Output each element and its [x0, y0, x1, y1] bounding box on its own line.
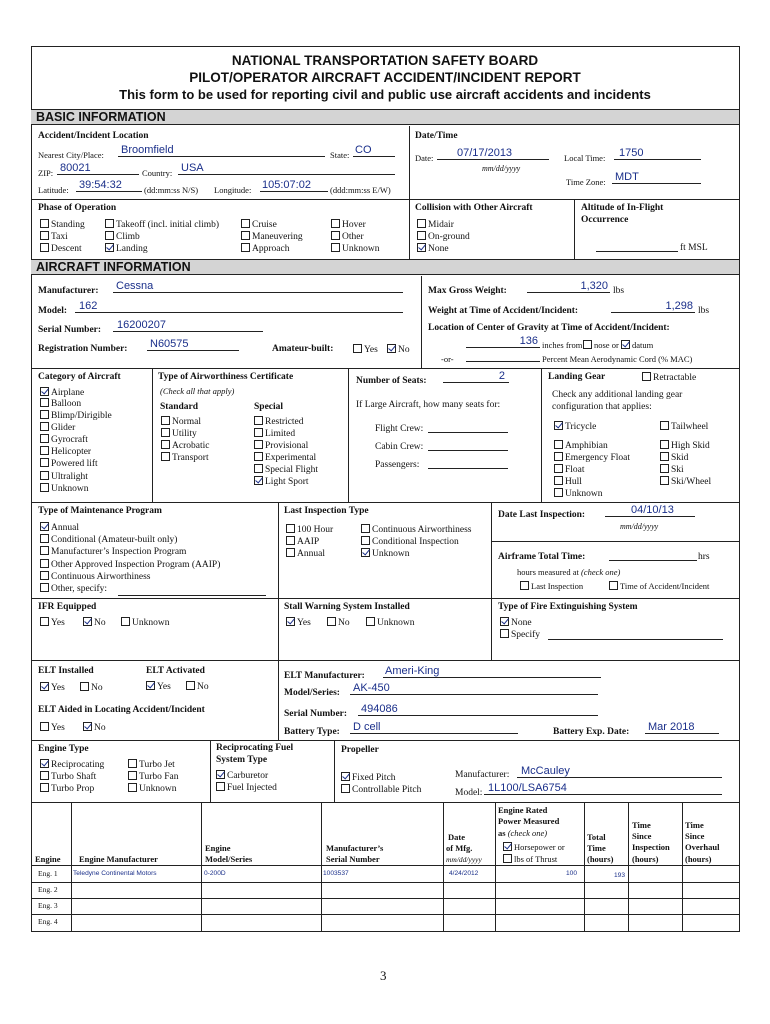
latitude-label: Latitude:	[38, 185, 69, 195]
phase-descent[interactable]: Descent	[40, 243, 82, 254]
maint-aaip[interactable]: Other Approved Inspection Program (AAIP)	[40, 559, 220, 570]
maint-other-field[interactable]	[118, 584, 266, 596]
accident-weight-label: Weight at Time of Accident/Incident:	[428, 306, 579, 316]
col-overhaul-2: Since	[685, 831, 705, 841]
form-title-report: PILOT/OPERATOR AIRCRAFT ACCIDENT/INCIDENT REPORT	[189, 70, 581, 85]
ifr-no[interactable]: No	[83, 617, 106, 628]
gear-ski[interactable]: Ski	[660, 464, 684, 475]
category-ultralight[interactable]: Ultralight	[40, 471, 88, 482]
cg-inches-text: inches from	[542, 340, 583, 350]
col-since-insp-2: Since	[632, 831, 652, 841]
std-acrobatic[interactable]: Acrobatic	[161, 440, 209, 451]
insp-100-hour[interactable]: 100 Hour	[286, 524, 333, 535]
zip-value: 80021	[60, 162, 91, 174]
cg-mac-text: Percent Mean Aerodynamic Cord (% MAC)	[542, 354, 693, 364]
form-subtitle: This form to be used for reporting civil and public use aircraft accidents and incidents	[119, 87, 651, 102]
engine-turbo-fan[interactable]: Turbo Fan	[128, 771, 179, 782]
city-field[interactable]	[118, 145, 325, 157]
fuel-title-2: System Type	[216, 755, 268, 765]
flight-crew-label: Flight Crew:	[375, 424, 424, 434]
passengers-field[interactable]	[428, 457, 508, 469]
elt-aided-yes[interactable]: Yes	[40, 722, 65, 733]
col-date: Date	[448, 832, 465, 842]
local-time-field[interactable]	[614, 148, 701, 160]
cg-datum[interactable]: datum	[621, 340, 653, 350]
fuel-carburetor[interactable]: Carburetor	[216, 770, 268, 781]
col-since-insp: Time	[632, 820, 651, 830]
max-gross-label: Max Gross Weight:	[428, 286, 507, 296]
col-model: Engine	[205, 843, 231, 853]
section-aircraft-information: AIRCRAFT INFORMATION	[31, 259, 739, 275]
manufacturer-field[interactable]	[113, 281, 403, 293]
row-eng-1: Eng. 1	[38, 869, 58, 878]
row-eng-2: Eng. 2	[38, 885, 58, 894]
col-model-2: Model/Series	[205, 854, 253, 864]
maint-other[interactable]: Other, specify:	[40, 583, 107, 594]
phase-maneuvering[interactable]: Maneuvering	[241, 231, 303, 242]
cg-label: Location of Center of Gravity at Time of Accident/Incident:	[428, 323, 670, 333]
date-value: 07/17/2013	[457, 147, 513, 159]
gear-unknown[interactable]: Unknown	[554, 488, 602, 499]
engine-type-title: Engine Type	[38, 744, 89, 754]
col-power: Engine Rated	[498, 805, 548, 815]
longitude-label: Longitude:	[214, 185, 252, 195]
row-1-model[interactable]: 0-200D	[204, 870, 226, 877]
category-helicopter[interactable]: Helicopter	[40, 446, 91, 457]
elt-aided-no[interactable]: No	[83, 722, 106, 733]
insp-unknown[interactable]: Unknown	[361, 548, 409, 559]
elt-installed-no[interactable]: No	[80, 682, 103, 693]
date-last-inspection-value: 04/10/13	[631, 504, 674, 516]
max-gross-value: 1,320	[580, 280, 608, 292]
standard-title: Standard	[160, 402, 199, 412]
altitude-unit: ft MSL	[680, 243, 708, 253]
elt-manufacturer-value: Ameri-King	[385, 665, 440, 677]
date-last-inspection-field[interactable]	[605, 505, 695, 517]
col-total-3: (hours)	[587, 854, 614, 864]
category-airplane[interactable]: Airplane	[40, 387, 84, 398]
cabin-crew-label: Cabin Crew:	[375, 442, 424, 452]
elt-manufacturer-field[interactable]	[383, 666, 601, 678]
engine-unknown[interactable]: Unknown	[128, 783, 176, 794]
fire-specify[interactable]: Specify	[500, 629, 540, 640]
seats-field[interactable]	[443, 371, 509, 383]
battery-type-field[interactable]	[350, 722, 518, 734]
col-serial: Manufacturer’s	[326, 843, 384, 853]
section-basic-information: BASIC INFORMATION	[31, 109, 739, 125]
phase-cruise[interactable]: Cruise	[241, 219, 277, 230]
location-title: Accident/Incident Location	[38, 131, 149, 141]
elt-model-field[interactable]	[350, 683, 598, 695]
ifr-title: IFR Equipped	[38, 602, 97, 612]
category-glider[interactable]: Glider	[40, 422, 75, 433]
spc-light-sport[interactable]: Light Sport	[254, 476, 309, 487]
gear-emergency-float[interactable]: Emergency Float	[554, 452, 630, 463]
category-blimp[interactable]: Blimp/Dirigible	[40, 410, 112, 421]
col-serial-2: Serial Number	[326, 854, 380, 864]
category-powered-lift[interactable]: Powered lift	[40, 458, 98, 469]
cg-nose[interactable]: nose or	[583, 340, 619, 350]
maint-continuous[interactable]: Continuous Airworthiness	[40, 571, 151, 582]
gear-hull[interactable]: Hull	[554, 476, 582, 487]
date-field[interactable]	[437, 148, 549, 160]
ifr-unknown[interactable]: Unknown	[121, 617, 169, 628]
flight-crew-field[interactable]	[428, 421, 508, 433]
maint-annual[interactable]: Annual	[40, 522, 79, 533]
category-balloon[interactable]: Balloon	[40, 398, 81, 409]
col-date-2: of Mfg.	[446, 843, 473, 853]
cabin-crew-field[interactable]	[428, 439, 508, 451]
col-overhaul: Time	[685, 820, 704, 830]
airframe-time-of-accident[interactable]: Time of Accident/Incident	[609, 581, 709, 591]
gear-note: Check any additional landing gear	[552, 390, 683, 400]
phase-title: Phase of Operation	[38, 203, 117, 213]
time-zone-field[interactable]	[612, 172, 701, 184]
col-total: Total	[587, 832, 606, 842]
state-field[interactable]	[353, 145, 395, 157]
elt-activated-no[interactable]: No	[186, 681, 209, 692]
category-gyrocraft[interactable]: Gyrocraft	[40, 434, 88, 445]
altitude-title-2: Occurrence	[581, 215, 629, 225]
amateur-label: Amateur-built:	[272, 344, 334, 354]
insp-conditional[interactable]: Conditional Inspection	[361, 536, 459, 547]
elt-activated-title: ELT Activated	[146, 666, 205, 676]
collision-midair[interactable]: Midair	[417, 219, 454, 230]
cg-mac-field[interactable]	[466, 350, 540, 362]
time-zone-label: Time Zone:	[566, 177, 606, 187]
gear-float[interactable]: Float	[554, 464, 585, 475]
date-last-inspection-format: mm/dd/yyyy	[620, 522, 659, 531]
fire-title: Type of Fire Extinguishing System	[498, 602, 638, 612]
airworthiness-sub: (Check all that apply)	[160, 386, 235, 396]
spc-restricted[interactable]: Restricted	[254, 416, 304, 427]
prop-model-value: 1L100/LSA6754	[488, 782, 567, 794]
col-total-2: Time	[587, 843, 606, 853]
max-gross-field[interactable]	[527, 281, 610, 293]
row-1-manufacturer[interactable]: Teledyne Continental Motors	[73, 870, 157, 877]
col-overhaul-3: Overhaul	[685, 842, 720, 852]
row-1-power[interactable]: 100	[566, 870, 578, 877]
spc-special-flight[interactable]: Special Flight	[254, 464, 318, 475]
gear-ski-wheel[interactable]: Ski/Wheel	[660, 476, 711, 487]
max-gross-unit: lbs	[613, 286, 625, 296]
date-last-inspection-label: Date Last Inspection:	[498, 510, 586, 520]
col-engine: Engine	[35, 854, 61, 864]
special-title: Special	[254, 402, 284, 412]
airframe-total-label: Airframe Total Time:	[498, 552, 586, 562]
phase-landing[interactable]: Landing	[105, 243, 148, 254]
time-zone-value: MDT	[615, 171, 639, 183]
power-thrust[interactable]: lbs of Thrust	[503, 854, 557, 864]
maintenance-title: Type of Maintenance Program	[38, 506, 162, 516]
engine-turbo-jet[interactable]: Turbo Jet	[128, 759, 175, 770]
serial-label: Serial Number:	[38, 325, 102, 335]
longitude-field[interactable]	[260, 180, 328, 192]
prop-controllable[interactable]: Controllable Pitch	[341, 784, 421, 795]
state-label: State:	[330, 150, 350, 160]
gear-amphibian[interactable]: Amphibian	[554, 440, 608, 451]
insp-continuous[interactable]: Continuous Airworthiness	[361, 524, 472, 535]
country-field[interactable]	[178, 163, 395, 175]
col-overhaul-4: (hours)	[685, 854, 712, 864]
manufacturer-value: Cessna	[116, 280, 154, 292]
seats-label: Number of Seats:	[356, 376, 427, 386]
elt-installed-yes[interactable]: Yes	[40, 682, 65, 693]
collision-none[interactable]: None	[417, 243, 449, 254]
fire-none[interactable]: None	[500, 617, 532, 628]
row-1-date[interactable]: 4/24/2012	[449, 870, 479, 877]
elt-model-value: AK-450	[353, 682, 390, 694]
std-normal[interactable]: Normal	[161, 416, 201, 427]
phase-other[interactable]: Other	[331, 231, 364, 242]
stall-no[interactable]: No	[327, 617, 350, 628]
datetime-title: Date/Time	[415, 131, 458, 141]
cg-inches-field[interactable]	[466, 336, 540, 348]
accident-weight-value: 1,298	[665, 300, 693, 312]
accident-weight-unit: lbs	[698, 306, 710, 316]
collision-title: Collision with Other Aircraft	[415, 203, 533, 213]
insp-annual[interactable]: Annual	[286, 548, 325, 559]
latitude-value: 39:54:32	[79, 179, 122, 191]
fire-specify-field[interactable]	[548, 628, 723, 640]
engine-turbo-prop[interactable]: Turbo Prop	[40, 783, 94, 794]
longitude-value: 105:07:02	[262, 179, 311, 191]
phase-unknown[interactable]: Unknown	[331, 243, 379, 254]
category-unknown[interactable]: Unknown	[40, 483, 88, 494]
category-title: Category of Aircraft	[38, 372, 121, 382]
last-inspection-title: Last Inspection Type	[284, 506, 369, 516]
form-title-agency: NATIONAL TRANSPORTATION SAFETY BOARD	[231, 53, 539, 68]
phase-climb[interactable]: Climb	[105, 231, 140, 242]
maint-conditional[interactable]: Conditional (Amateur-built only)	[40, 534, 177, 545]
seats-value: 2	[498, 370, 505, 382]
prop-fixed[interactable]: Fixed Pitch	[341, 772, 396, 783]
elt-serial-label: Serial Number:	[284, 709, 348, 719]
spc-provisional[interactable]: Provisional	[254, 440, 308, 451]
battery-type-value: D cell	[353, 721, 381, 733]
prop-model-label: Model:	[455, 788, 483, 798]
elt-activated-yes[interactable]: Yes	[146, 681, 171, 692]
engine-reciprocating[interactable]: Reciprocating	[40, 759, 104, 770]
elt-serial-field[interactable]	[358, 704, 598, 716]
altitude-field[interactable]	[596, 240, 678, 252]
latitude-format: (dd:mm:ss N/S)	[144, 185, 199, 195]
col-engine-manufacturer: Engine Manufacturer	[79, 854, 158, 864]
row-1-total[interactable]: 193	[614, 872, 626, 879]
page-number: 3	[380, 968, 387, 983]
phase-takeoff[interactable]: Takeoff (incl. initial climb)	[105, 219, 219, 230]
col-power-2: Power Measured	[498, 816, 560, 826]
manufacturer-label: Manufacturer:	[38, 286, 99, 296]
gear-tricycle[interactable]: Tricycle	[554, 421, 596, 432]
latitude-field[interactable]	[76, 180, 142, 192]
gear-note-2: configuration that applies:	[552, 402, 652, 412]
airworthiness-title: Type of Airworthiness Certificate	[158, 372, 294, 382]
zip-label: ZIP:	[38, 168, 54, 178]
longitude-format: (ddd:mm:ss E/W)	[330, 185, 391, 195]
zip-field[interactable]	[57, 163, 139, 175]
spc-limited[interactable]: Limited	[254, 428, 295, 439]
col-date-3: mm/dd/yyyy	[446, 855, 482, 864]
fuel-injected[interactable]: Fuel Injected	[216, 782, 277, 793]
phase-approach[interactable]: Approach	[241, 243, 289, 254]
large-aircraft-text: If Large Aircraft, how many seats for:	[356, 400, 501, 410]
airframe-hrs: hrs	[698, 552, 710, 562]
serial-value: 16200207	[117, 319, 166, 331]
model-value: 162	[79, 300, 98, 312]
phase-taxi[interactable]: Taxi	[40, 231, 68, 242]
row-eng-3: Eng. 3	[38, 901, 58, 910]
local-time-label: Local Time:	[564, 153, 606, 163]
cg-or: -or-	[441, 354, 454, 364]
country-value: USA	[181, 162, 204, 174]
date-format: mm/dd/yyyy	[482, 164, 521, 173]
model-field[interactable]	[75, 301, 403, 313]
col-power-3: as (check one)	[498, 828, 548, 838]
altitude-title: Altitude of In-Flight	[581, 203, 664, 213]
battery-exp-label: Battery Exp. Date:	[553, 727, 630, 737]
cg-inches-value: 136	[519, 335, 538, 347]
phase-standing[interactable]: Standing	[40, 219, 85, 230]
state-value: CO	[355, 144, 372, 156]
row-eng-4: Eng. 4	[38, 917, 58, 926]
city-label: Nearest City/Place:	[38, 150, 104, 160]
battery-type-label: Battery Type:	[284, 727, 340, 737]
amateur-no[interactable]: No	[387, 344, 410, 355]
row-1-serial[interactable]: 1003537	[323, 870, 349, 877]
gear-tailwheel[interactable]: Tailwheel	[660, 421, 708, 432]
engine-turbo-shaft[interactable]: Turbo Shaft	[40, 771, 96, 782]
accident-weight-field[interactable]	[611, 301, 695, 313]
power-horsepower[interactable]: Horsepower or	[503, 842, 565, 852]
country-label: Country:	[142, 168, 173, 178]
prop-model-field[interactable]	[484, 783, 722, 795]
std-transport[interactable]: Transport	[161, 452, 209, 463]
gear-high-skid[interactable]: High Skid	[660, 440, 710, 451]
date-label: Date:	[415, 153, 434, 163]
ifr-yes[interactable]: Yes	[40, 617, 65, 628]
local-time-value: 1750	[619, 147, 644, 159]
amateur-yes[interactable]: Yes	[353, 344, 378, 355]
stall-title: Stall Warning System Installed	[284, 602, 410, 612]
col-since-insp-4: (hours)	[632, 854, 659, 864]
stall-yes[interactable]: Yes	[286, 617, 311, 628]
registration-label: Registration Number:	[38, 344, 128, 354]
elt-model-label: Model/Series:	[284, 688, 340, 698]
battery-exp-value: Mar 2018	[648, 721, 695, 733]
prop-manufacturer-value: McCauley	[521, 765, 570, 777]
city-value: Broomfield	[121, 144, 174, 156]
registration-field[interactable]	[147, 339, 239, 351]
model-label: Model:	[38, 306, 68, 316]
registration-value: N60575	[150, 338, 189, 350]
serial-field[interactable]	[113, 320, 263, 332]
col-since-insp-3: Inspection	[632, 842, 670, 852]
elt-aided-title: ELT Aided in Locating Accident/Incident	[38, 705, 205, 715]
elt-manufacturer-label: ELT Manufacturer:	[284, 671, 365, 681]
fuel-title: Reciprocating Fuel	[216, 743, 294, 753]
prop-manufacturer-field[interactable]	[517, 766, 722, 778]
spc-experimental[interactable]: Experimental	[254, 452, 316, 463]
insp-aaip[interactable]: AAIP	[286, 536, 319, 547]
prop-manufacturer-label: Manufacturer:	[455, 770, 510, 780]
airframe-last-inspection[interactable]: Last Inspection	[520, 581, 583, 591]
elt-serial-value: 494086	[361, 703, 398, 715]
passengers-label: Passengers:	[375, 460, 420, 470]
airframe-total-field[interactable]	[609, 549, 697, 561]
collision-on-ground[interactable]: On-ground	[417, 231, 470, 242]
elt-installed-title: ELT Installed	[38, 666, 94, 676]
gear-skid[interactable]: Skid	[660, 452, 688, 463]
battery-exp-field[interactable]	[645, 722, 719, 734]
airframe-measured: hours measured at (check one)	[517, 567, 621, 577]
std-utility[interactable]: Utility	[161, 428, 197, 439]
phase-hover[interactable]: Hover	[331, 219, 366, 230]
gear-retractable[interactable]: Retractable	[642, 372, 696, 383]
maint-manufacturer[interactable]: Manufacturer’s Inspection Program	[40, 546, 186, 557]
gear-title: Landing Gear	[548, 372, 606, 382]
stall-unknown[interactable]: Unknown	[366, 617, 414, 628]
propeller-title: Propeller	[341, 745, 379, 755]
